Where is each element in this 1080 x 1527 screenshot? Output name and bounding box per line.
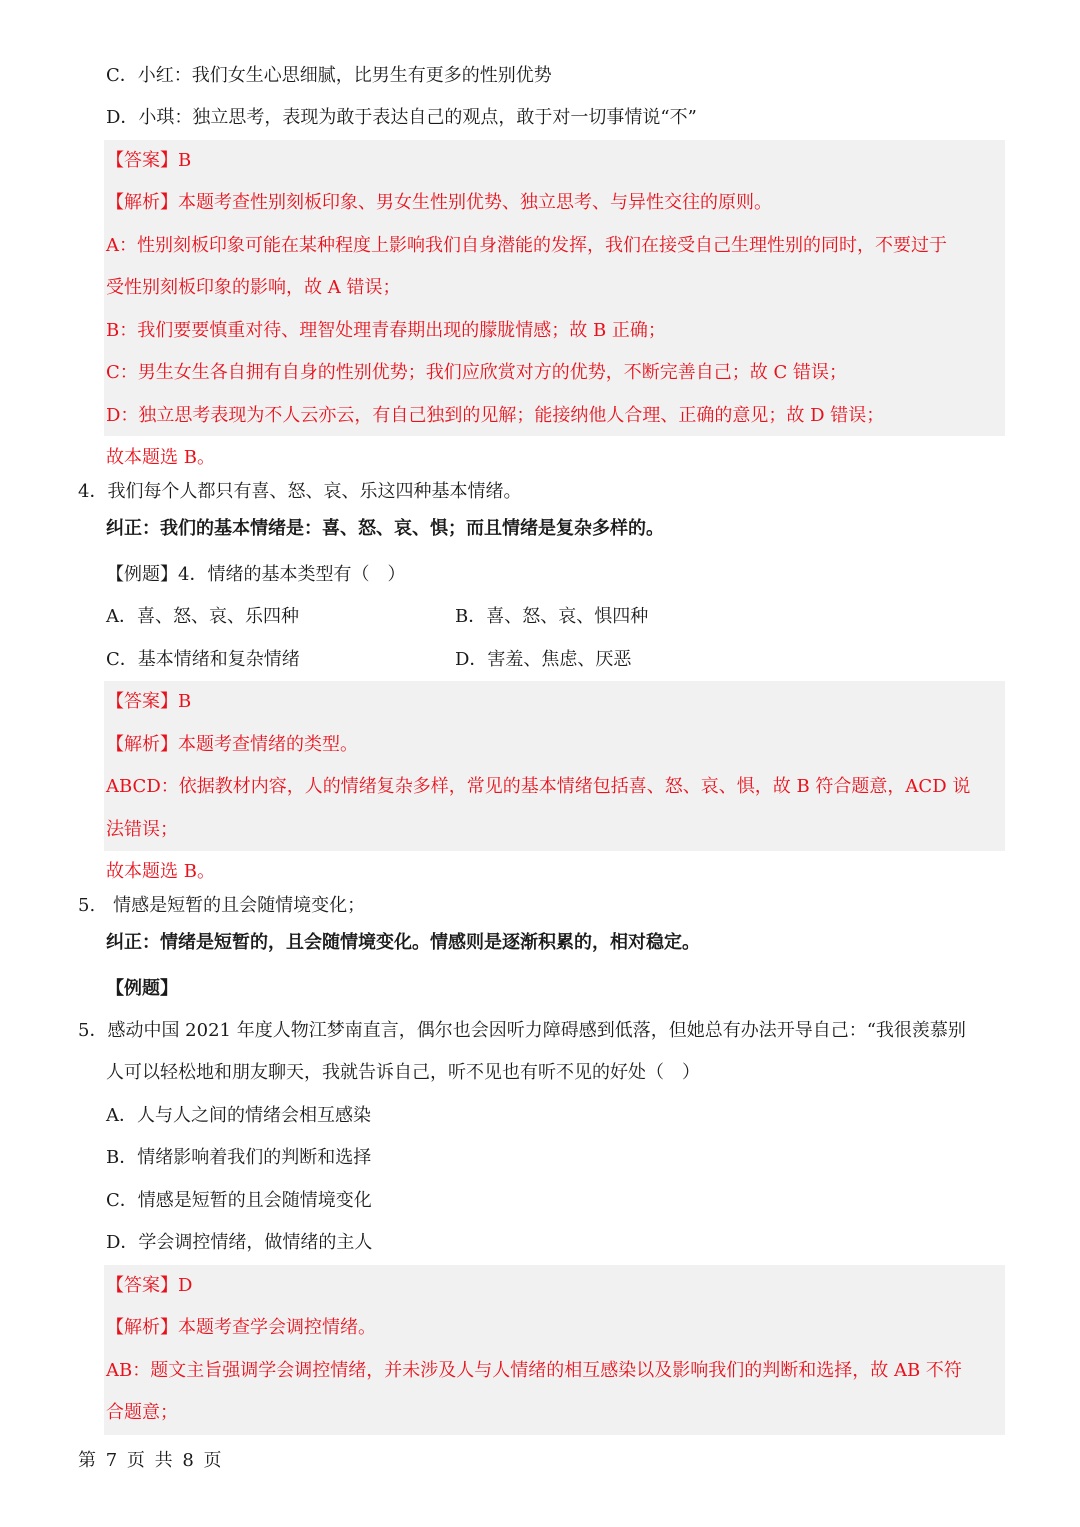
item5-analysis-ab-line2: 合题意； — [106, 1402, 178, 1423]
q3-analysis: 【解析】本题考查性别刻板印象、男女生性别优势、独立思考、与异性交往的原则。 — [106, 192, 772, 213]
q3-analysis-d: D：独立思考表现为不人云亦云，有自己独到的见解；能接纳他人合理、正确的意见；故 D 错误； — [106, 405, 885, 426]
item5-question-line2: 人可以轻松地和朋友聊天，我就告诉自己，听不见也有听不见的好处（ ） — [106, 1062, 700, 1083]
q3-option-c: C．小红：我们女生心思细腻，比男生有更多的性别优势 — [106, 65, 552, 86]
item5-analysis-ab-line1: AB：题文主旨强调学会调控情绪，并未涉及人与人情绪的相互感染以及影响我们的判断和选择，故 AB 不符 — [106, 1360, 962, 1381]
item5-example-heading: 【例题】 — [106, 978, 178, 999]
item5-option-c: C．情感是短暂的且会随情境变化 — [106, 1190, 372, 1211]
item4-option-d: D．害羞、焦虑、厌恶 — [455, 649, 632, 670]
item4-conclusion: 故本题选 B。 — [106, 861, 215, 882]
item4-statement: 4．我们每个人都只有喜、怒、哀、乐这四种基本情绪。 — [78, 481, 522, 502]
q3-conclusion: 故本题选 B。 — [106, 447, 215, 468]
q3-analysis-a-line1: A：性别刻板印象可能在某种程度上影响我们自身潜能的发挥，我们在接受自己生理性别的同时，不要过于 — [106, 235, 947, 256]
answer-box-q5 — [104, 1265, 1005, 1435]
item4-option-a: A．喜、怒、哀、乐四种 — [106, 606, 299, 627]
item5-correction: 纠正：情绪是短暂的，且会随情境变化。情感则是逐渐积累的，相对稳定。 — [106, 932, 700, 953]
item5-answer: 【答案】D — [106, 1275, 193, 1296]
q3-analysis-c: C：男生女生各自拥有自身的性别优势；我们应欣赏对方的优势，不断完善自己；故 C 错误； — [106, 362, 847, 383]
item4-analysis-abcd-line2: 法错误； — [106, 819, 178, 840]
item5-question-line1: 5．感动中国 2021 年度人物江梦南直言，偶尔也会因听力障碍感到低落，但她总有办法开导自己：“我很羡慕别 — [78, 1020, 966, 1041]
item4-correction: 纠正：我们的基本情绪是：喜、怒、哀、惧；而且情绪是复杂多样的。 — [106, 518, 664, 539]
q3-analysis-b: B：我们要要慎重对待、理智处理青春期出现的朦胧情感；故 B 正确； — [106, 320, 666, 341]
item5-option-a: A．人与人之间的情绪会相互感染 — [106, 1105, 371, 1126]
q3-analysis-a-line2: 受性别刻板印象的影响，故 A 错误； — [106, 277, 401, 298]
item5-statement: 5. 情感是短暂的且会随情境变化； — [78, 895, 366, 916]
item4-analysis-abcd-line1: ABCD：依据教材内容，人的情绪复杂多样，常见的基本情绪包括喜、怒、哀、惧，故 B 符合题意，ACD 说 — [106, 776, 971, 797]
answer-box-q4 — [104, 681, 1005, 851]
item4-option-b: B．喜、怒、哀、惧四种 — [455, 606, 649, 627]
q3-option-d: D．小琪：独立思考，表现为敢于表达自己的观点，敢于对一切事情说“不” — [106, 107, 697, 128]
item4-example-question: 【例题】4．情绪的基本类型有（ ） — [106, 564, 406, 585]
page-number-footer: 第 7 页 共 8 页 — [78, 1450, 224, 1471]
q3-answer: 【答案】B — [106, 150, 192, 171]
item4-option-c: C．基本情绪和复杂情绪 — [106, 649, 300, 670]
item4-answer: 【答案】B — [106, 691, 192, 712]
item5-analysis: 【解析】本题考查学会调控情绪。 — [106, 1317, 376, 1338]
item5-option-b: B．情绪影响着我们的判断和选择 — [106, 1147, 372, 1168]
item5-option-d: D．学会调控情绪，做情绪的主人 — [106, 1232, 373, 1253]
item4-analysis: 【解析】本题考查情绪的类型。 — [106, 734, 358, 755]
